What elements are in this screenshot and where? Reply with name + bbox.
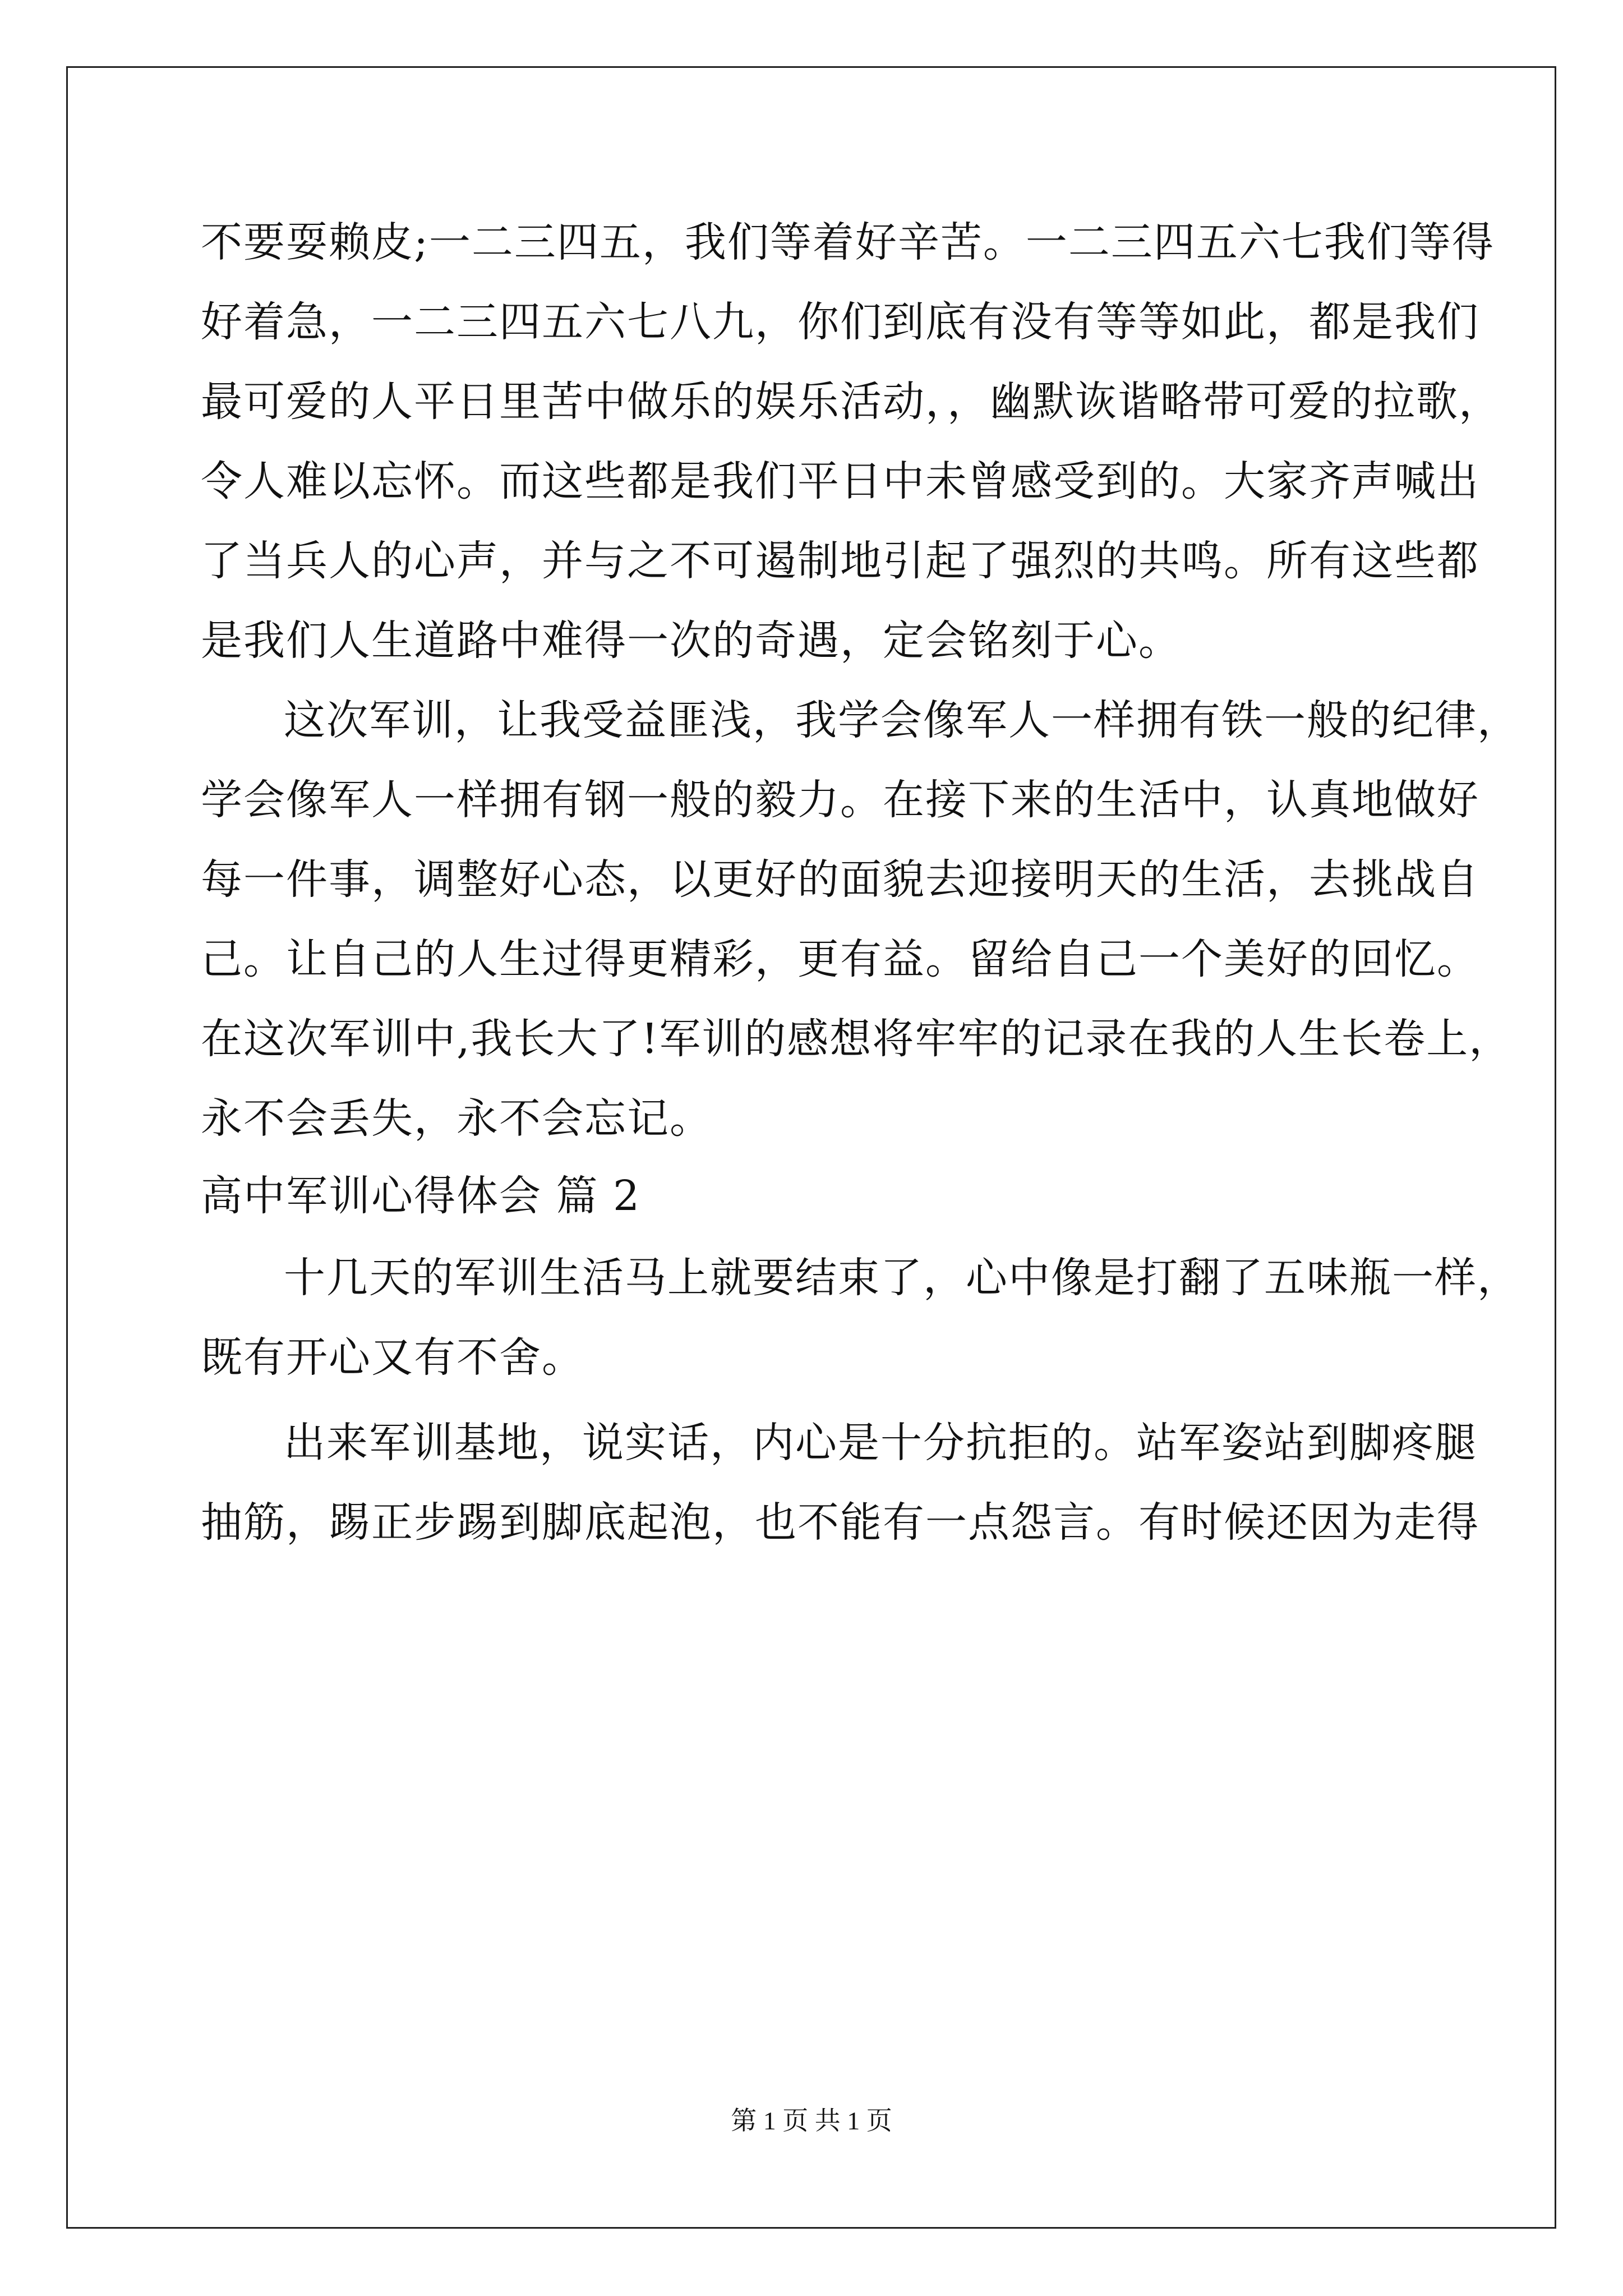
text-line: 令人难以忘怀。而这些都是我们平日中未曾感受到的。大家齐声喊出 [201, 457, 1479, 505]
text-line: 是我们人生道路中难得一次的奇遇，定会铭刻于心。 [201, 616, 1181, 665]
text-line: 出来军训基地，说实话，内心是十分抗拒的。站军姿站到脚疼腿 [284, 1419, 1477, 1467]
text-line: 抽筋，踢正步踢到脚底起泡，也不能有一点怨言。有时候还因为走得 [201, 1498, 1479, 1547]
text-line: 永不会丢失，永不会忘记。 [201, 1094, 712, 1143]
text-line: 学会像军人一样拥有钢一般的毅力。在接下来的生活中，认真地做好 [201, 776, 1479, 824]
text-line: 己。让自己的人生过得更精彩，更有益。留给自己一个美好的回忆。 [201, 935, 1479, 983]
text-line: 了当兵人的心声，并与之不可遏制地引起了强烈的共鸣。所有这些都 [201, 537, 1479, 585]
text-line: 十几天的军训生活马上就要结束了，心中像是打翻了五味瓶一样， [284, 1254, 1520, 1302]
text-line: 每一件事，调整好心态，以更好的面貌去迎接明天的生活，去挑战自 [201, 855, 1479, 904]
section-heading: 高中军训心得体会 篇 2 [201, 1172, 641, 1220]
page-number: 第 1 页 共 1 页 [731, 2106, 892, 2135]
text-line: 不要耍赖皮;一二三四五，我们等着好辛苦。一二三四五六七我们等得 [201, 218, 1495, 266]
text-line: 既有开心又有不舍。 [201, 1333, 584, 1382]
text-line: 这次军训，让我受益匪浅，我学会像军人一样拥有铁一般的纪律， [284, 696, 1520, 744]
text-line: 在这次军训中,我长大了!军训的感想将牢牢的记录在我的人生长卷上， [201, 1015, 1512, 1063]
text-line: 好着急，一二三四五六七八九，你们到底有没有等等如此，都是我们 [201, 298, 1479, 346]
text-line: 最可爱的人平日里苦中做乐的娱乐活动，，幽默诙谐略带可爱的拉歌， [201, 378, 1501, 426]
